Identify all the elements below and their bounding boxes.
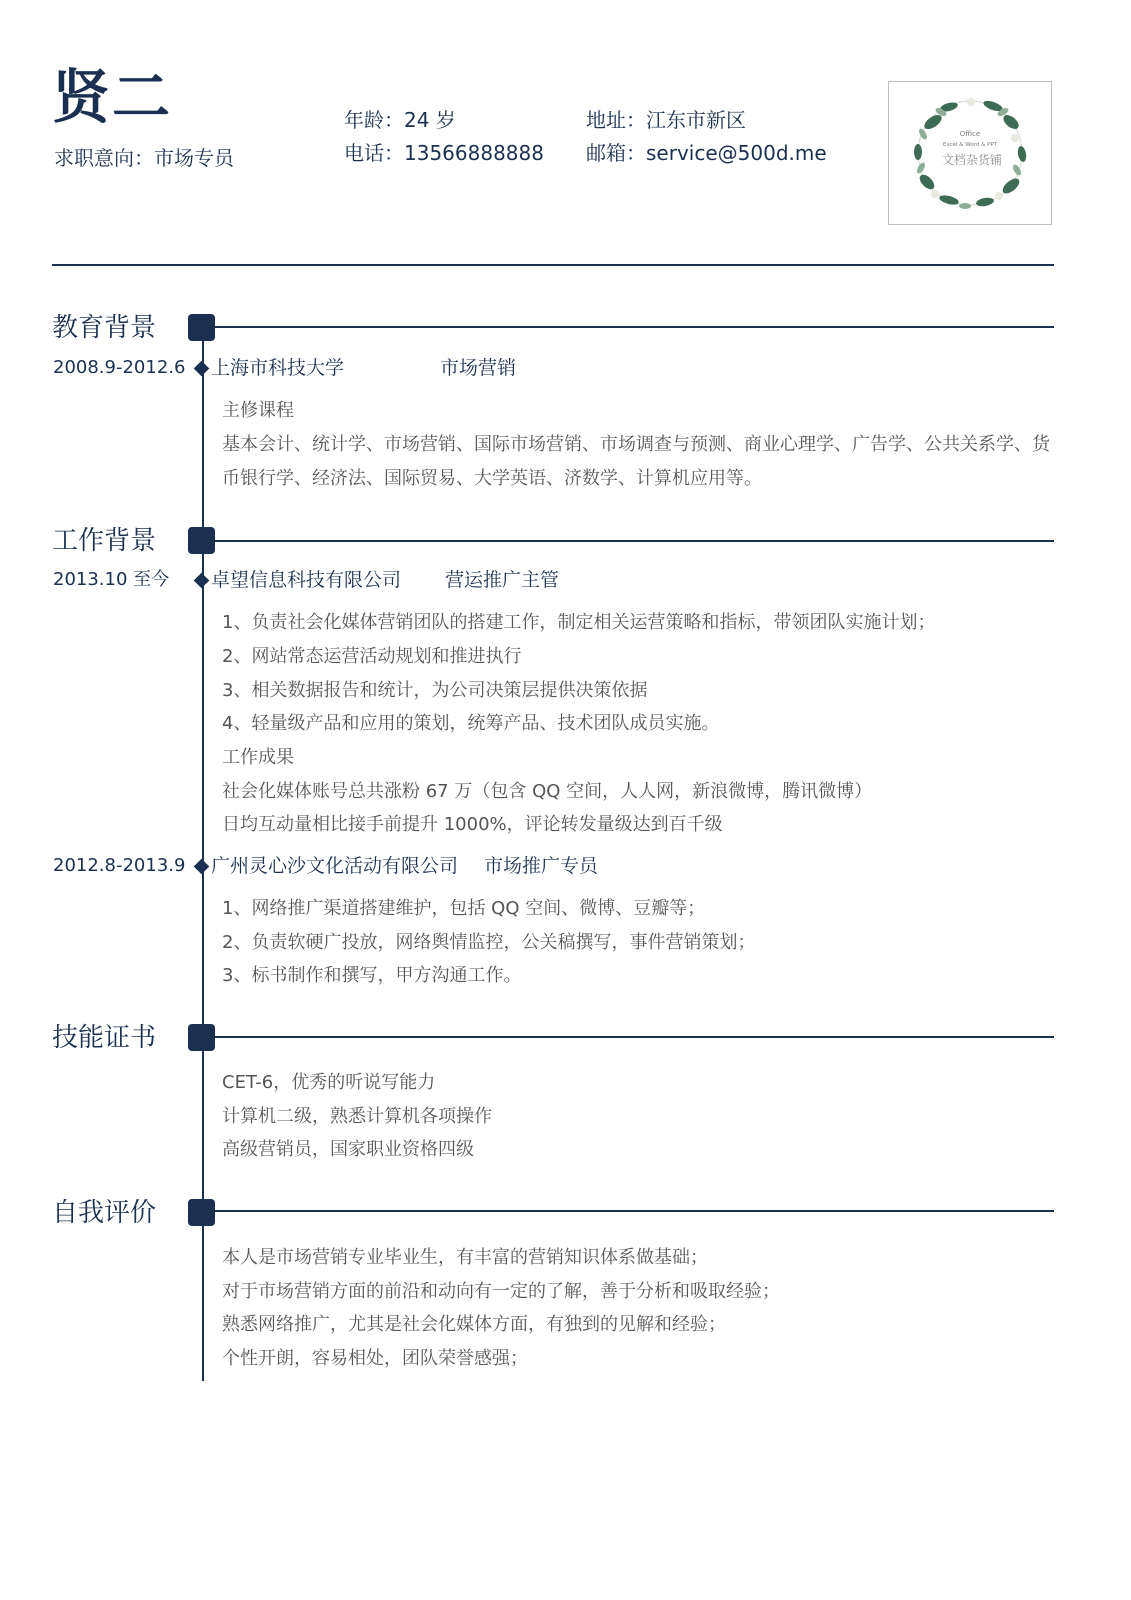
section-divider xyxy=(214,1036,1054,1038)
profile-photo xyxy=(888,81,1052,225)
timeline-square-icon xyxy=(188,527,215,554)
job-date: 2013.10 至今 xyxy=(53,569,170,590)
candidate-name: 贤二 xyxy=(52,63,173,131)
course-list: 基本会计、统计学、市场营销、国际市场营销、市场调查与预测、商业心理学、广告学、公共关系学、货币银行学、经济法、国际贸易、大学英语、济数学、计算机应用等。 xyxy=(222,434,1050,489)
timeline-diamond-icon xyxy=(194,859,210,875)
logo-line-2: Excel & Word & PPT xyxy=(942,142,998,148)
job-duty: 2、负责软硬广投放，网络舆情监控，公关稿撰写，事件营销策划； xyxy=(222,932,756,953)
section-divider xyxy=(214,1210,1054,1212)
education-date: 2008.9-2012.6 xyxy=(53,357,186,378)
skill-item: 计算机二级，熟悉计算机各项操作 xyxy=(222,1106,492,1127)
skills-title: 技能证书 xyxy=(52,1023,157,1053)
timeline-square-icon xyxy=(188,1199,215,1226)
job-position: 营运推广主管 xyxy=(445,569,560,591)
self-eval-item: 本人是市场营销专业毕业生，有丰富的营销知识体系做基础； xyxy=(222,1247,708,1268)
job-duty: 3、相关数据报告和统计，为公司决策层提供决策依据 xyxy=(222,680,648,701)
self-eval-item: 对于市场营销方面的前沿和动向有一定的了解，善于分析和吸取经验； xyxy=(222,1281,780,1302)
logo-line-3: 文档杂货铺 xyxy=(941,153,1003,167)
job-intent: 求职意向：市场专员 xyxy=(54,146,234,170)
email-field: 邮箱：service@500d.me xyxy=(586,141,827,165)
section-divider xyxy=(214,540,1054,542)
job-duty: 4、轻量级产品和应用的策划，统筹产品、技术团队成员实施。 xyxy=(222,713,720,734)
phone-field: 电话：13566888888 xyxy=(344,141,544,165)
self-eval-item: 个性开朗，容易相处，团队荣誉感强； xyxy=(222,1348,528,1369)
job-company: 广州灵心沙文化活动有限公司 xyxy=(211,855,459,877)
section-divider xyxy=(214,326,1054,328)
job-company: 卓望信息科技有限公司 xyxy=(211,569,402,591)
job-position: 市场推广专员 xyxy=(484,855,599,877)
work-title: 工作背景 xyxy=(52,526,157,556)
job-duty: 2、网站常态运营活动规划和推进执行 xyxy=(222,646,522,667)
job-duty: 3、标书制作和撰写，甲方沟通工作。 xyxy=(222,965,522,986)
logo-line-1: Office xyxy=(959,130,981,138)
address-field: 地址：江东市新区 xyxy=(586,108,746,132)
job-date: 2012.8-2013.9 xyxy=(53,855,186,876)
timeline-diamond-icon xyxy=(194,573,210,589)
age-field: 年龄：24 岁 xyxy=(344,108,456,132)
job-result: 日均互动量相比接手前提升 1000%，评论转发量级达到百千级 xyxy=(222,814,723,835)
education-major: 市场营销 xyxy=(440,357,517,379)
skill-item: CET-6，优秀的听说写能力 xyxy=(222,1072,436,1093)
education-school: 上海市科技大学 xyxy=(211,357,345,379)
timeline-diamond-icon xyxy=(194,361,210,377)
timeline-square-icon xyxy=(188,314,215,341)
course-label: 主修课程 xyxy=(222,400,294,421)
job-results-label: 工作成果 xyxy=(222,747,294,768)
self-eval-title: 自我评价 xyxy=(52,1198,157,1228)
job-result: 社会化媒体账号总共涨粉 67 万（包含 QQ 空间，人人网，新浪微博，腾讯微博） xyxy=(222,781,873,802)
wreath-logo-icon xyxy=(889,82,1051,224)
self-eval-item: 熟悉网络推广，尤其是社会化媒体方面，有独到的见解和经验； xyxy=(222,1314,726,1335)
skill-item: 高级营销员，国家职业资格四级 xyxy=(222,1139,474,1160)
timeline-square-icon xyxy=(188,1024,215,1051)
education-title: 教育背景 xyxy=(52,313,157,343)
job-duty: 1、负责社会化媒体营销团队的搭建工作，制定相关运营策略和指标，带领团队实施计划； xyxy=(222,612,936,633)
header-divider xyxy=(52,264,1054,266)
job-duty: 1、网络推广渠道搭建维护，包括 QQ 空间、微博、豆瓣等； xyxy=(222,898,706,919)
